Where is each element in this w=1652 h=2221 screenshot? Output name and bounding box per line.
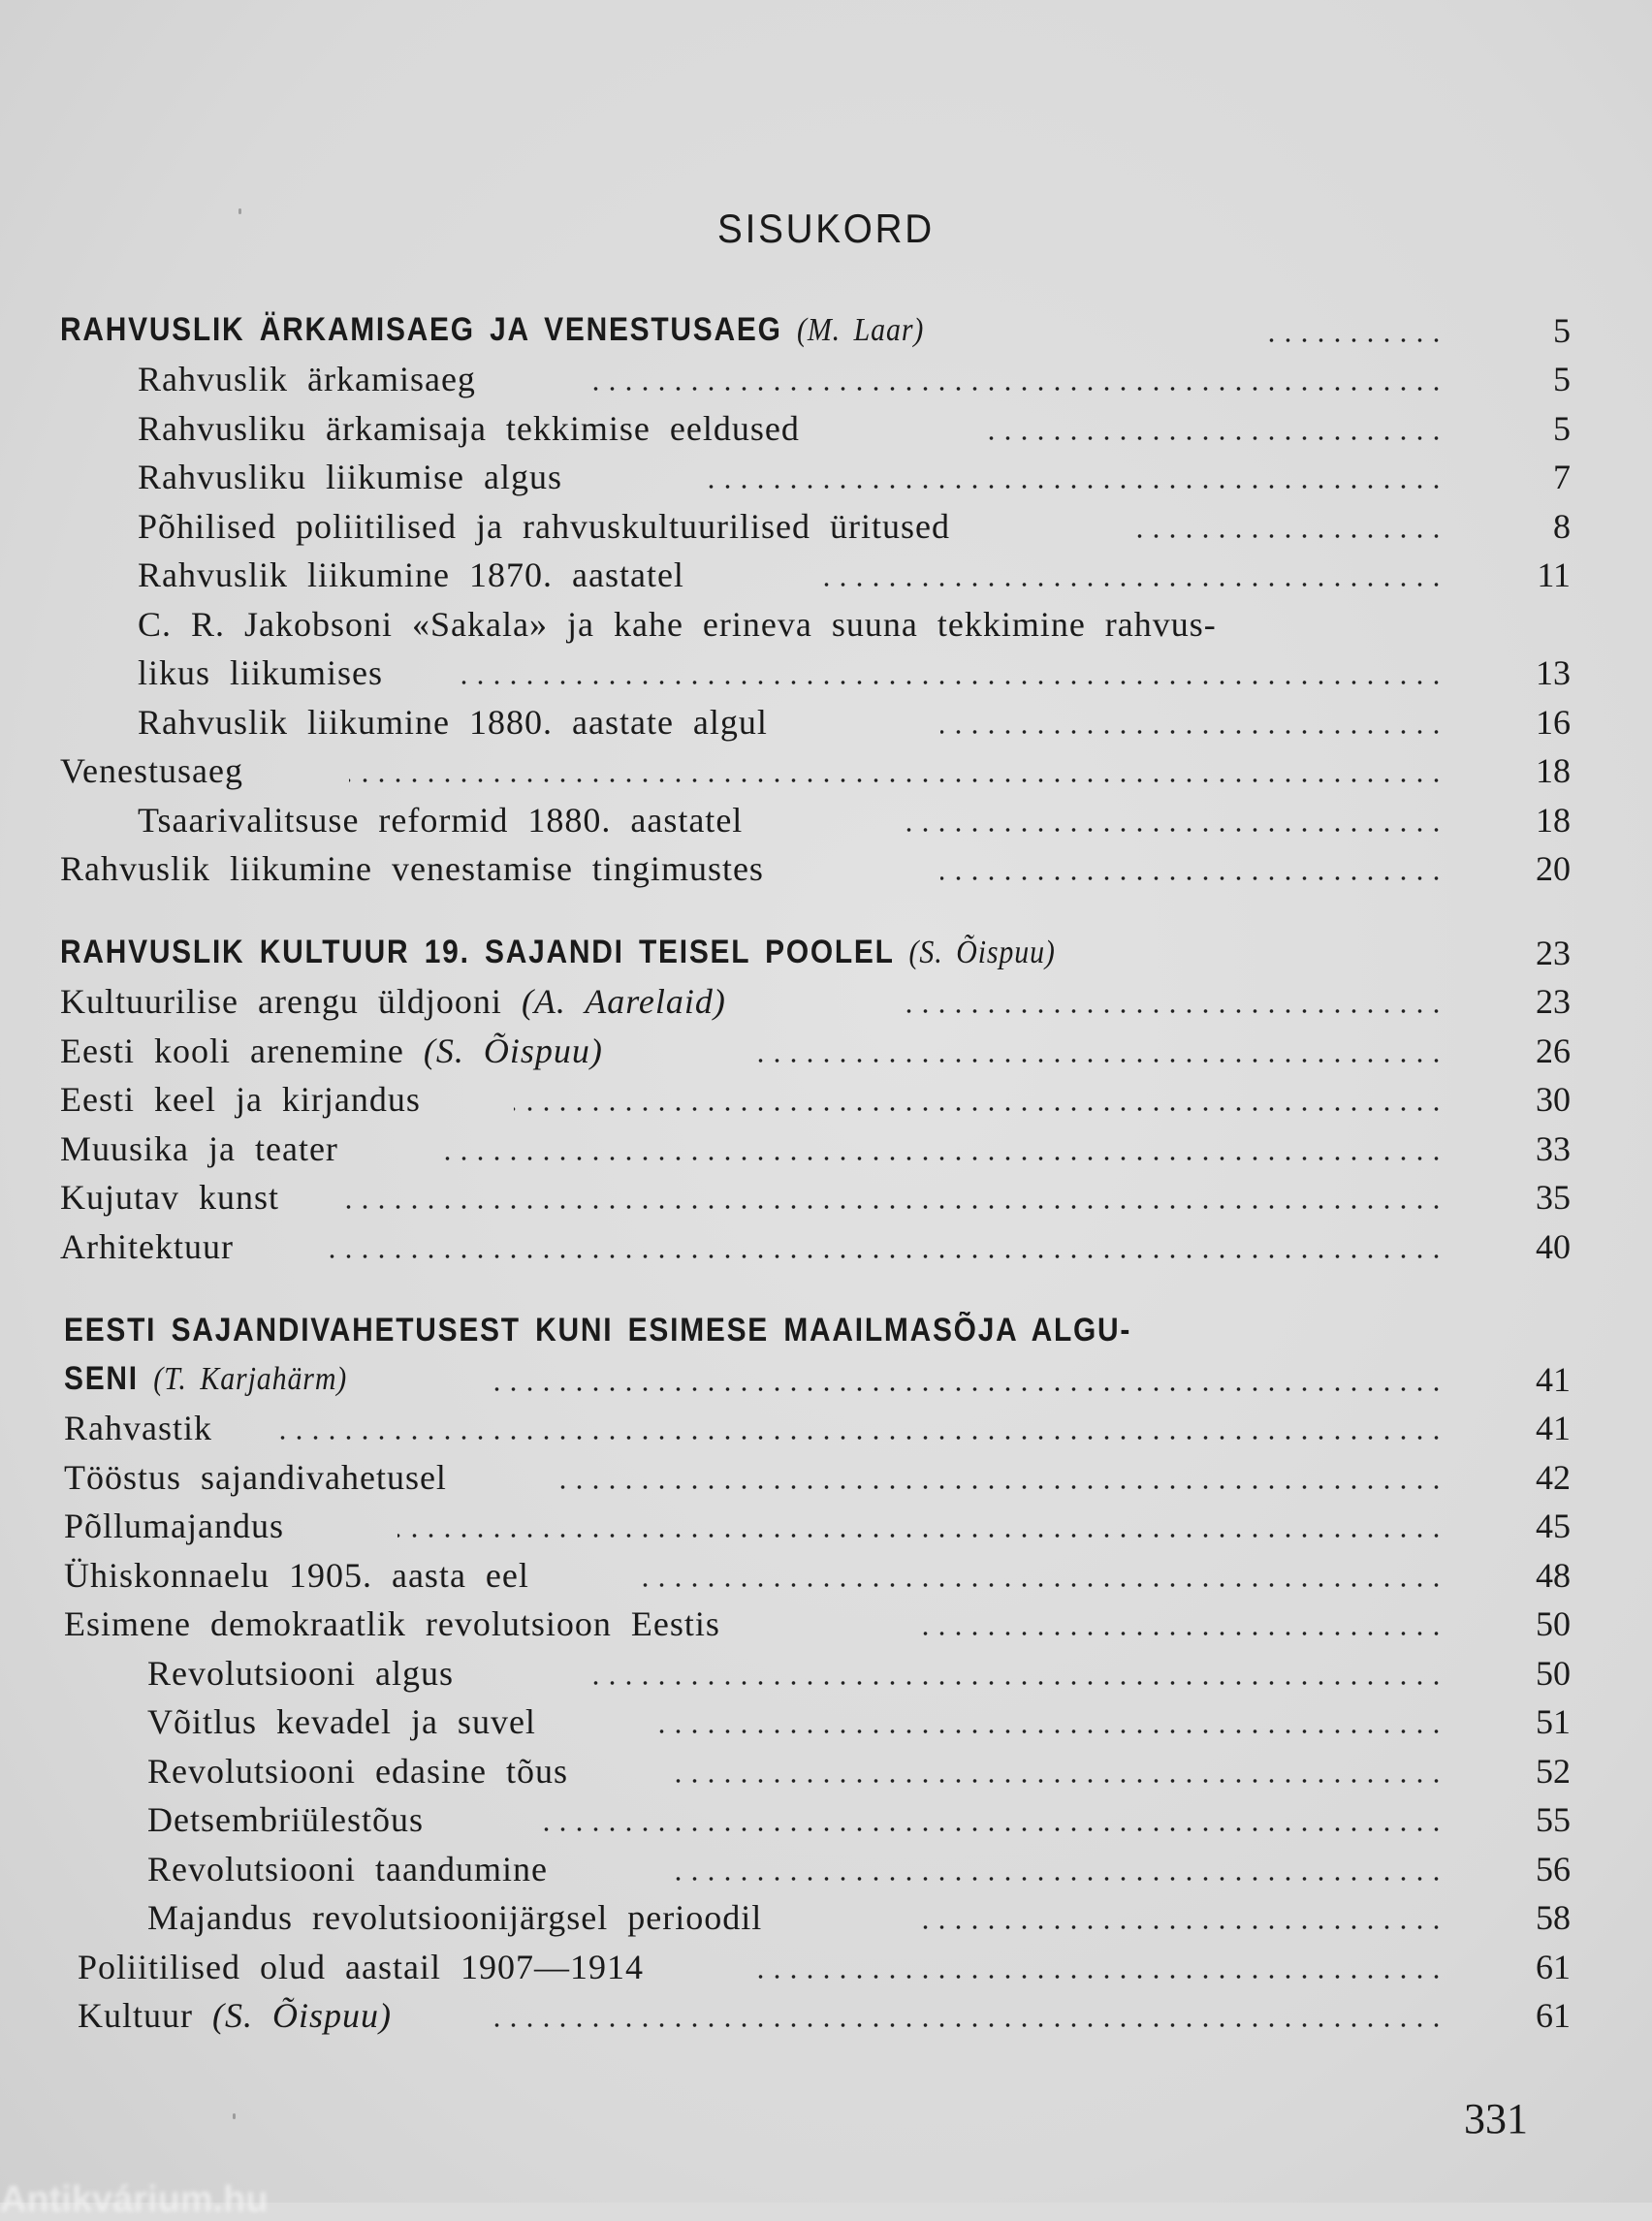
toc-entry [0,594,1652,644]
entry-title: Muusika ja teater [60,1128,338,1168]
page-number: 18 [1536,800,1571,840]
page-number: 55 [1536,1800,1571,1839]
section-author: (S. Õispuu) [908,934,1056,970]
entry-title: Arhitektuur [60,1226,234,1266]
table-of-contents [0,301,1652,2070]
dot-leader [911,1923,1445,1931]
toc-entry [0,1693,1652,1742]
page-number: 8 [1553,506,1571,546]
dot-leader [747,1057,1445,1064]
page-number: 13 [1536,653,1571,692]
page-number: 52 [1536,1751,1571,1791]
dot-leader [979,434,1445,442]
dot-leader [902,826,1445,834]
page-number: 42 [1536,1457,1571,1497]
page-number: 11 [1537,555,1571,594]
dot-leader [640,1581,1445,1589]
entry-title: Revolutsiooni taandumine [147,1849,548,1888]
section-heading-text: RAHVUSLIK ÄRKAMISAEG JA VENESTUSAEG (M. Laar) [60,310,925,348]
entry-title: Võitlus kevadel ja suvel [147,1702,536,1741]
toc-entry [0,496,1652,546]
entry-title: Rahvusliku liikumise algus [138,458,562,496]
dot-leader [543,1825,1445,1833]
entry-title: Detsembriülestõus [147,1800,424,1839]
entry-author: (S. Õispuu) [212,1996,392,2035]
dot-leader [698,483,1445,491]
page-title: SISUKORD [717,206,935,251]
toc-entry [0,644,1652,693]
page-number: 16 [1536,702,1571,742]
toc-entry [0,398,1652,448]
entry-title: Põhilised poliitilised ja rahvuskultuurilised üritused [138,506,950,546]
dot-leader [659,1728,1445,1735]
dot-leader [349,777,1445,784]
entry-title: Tsaarivalitsuse reformid 1880. aastatel [138,800,744,840]
entry-title: Rahvastik [64,1409,212,1447]
dot-leader [824,581,1445,588]
dot-leader [514,1105,1445,1113]
entry-title: Revolutsiooni edasine tõus [147,1751,568,1791]
page-footer-number: 331 [1464,2095,1528,2142]
dot-leader [320,1253,1445,1260]
entry-author: (A. Aarelaid) [521,982,726,1021]
toc-section [0,1301,1652,2036]
paper-speck [238,208,241,214]
section-heading-continued [0,1349,1652,1399]
toc-entry [0,1986,1652,2036]
page-number: 23 [1536,982,1571,1021]
page-number: 40 [1536,1226,1571,1266]
toc-entry [0,1497,1652,1546]
entry-title: Ühiskonnaelu 1905. aasta eel [64,1555,529,1595]
page-number: 5 [1553,360,1571,398]
toc-entry [0,1643,1652,1693]
entry-author: (S. Õispuu) [423,1031,603,1070]
entry-title: Kultuurilise arengu üldjooni (A. Aarelaid) [60,982,726,1021]
toc-section [0,923,1652,1266]
dot-leader [456,679,1445,686]
entry-title: Rahvuslik liikumine 1870. aastatel [138,555,684,594]
entry-title: Tööstus sajandivahetusel [64,1457,447,1497]
watermark: Antikvárium.hu [0,2179,269,2220]
dot-leader [485,2021,1445,2029]
page-number: 50 [1536,1653,1571,1693]
entry-title: Kujutav kunst [60,1178,279,1217]
toc-entry [0,448,1652,497]
dot-leader [397,1532,1445,1539]
dot-leader [553,1483,1445,1491]
toc-entry [0,790,1652,840]
entry-title: Esimene demokraatlik revolutsioon Eestis [64,1604,720,1643]
toc-entry [0,1741,1652,1791]
toc-entry [0,1119,1652,1168]
entry-title: Majandus revolutsioonijärgsel perioodil [147,1898,763,1937]
toc-entry [0,1070,1652,1120]
dot-leader [902,1007,1445,1015]
section-heading [0,1301,1652,1350]
dot-leader [436,1155,1445,1162]
toc-entry [0,1447,1652,1497]
toc-entry [0,742,1652,791]
toc-entry [0,1217,1652,1266]
dot-leader [940,874,1445,882]
toc-entry [0,1937,1652,1986]
toc-entry [0,692,1652,742]
dot-leader [591,1679,1445,1687]
entry-title: Venestusaeg [60,751,243,790]
page-number: 30 [1536,1080,1571,1119]
page-number: 41 [1536,1359,1571,1399]
page-number: 48 [1536,1555,1571,1595]
entry-title: Kultuur (S. Õispuu) [78,1996,392,2035]
entry-title: C. R. Jakobsoni «Sakala» ja kahe erineva suuna tekkimine rahvus- [138,604,1217,644]
page-number: 20 [1536,849,1571,888]
toc-entry [0,1888,1652,1938]
entry-title: Eesti keel ja kirjandus [60,1080,421,1119]
toc-entry [0,1399,1652,1448]
page-number: 45 [1536,1507,1571,1545]
entry-title: Rahvuslik liikumine 1880. aastate algul [138,702,768,742]
page-number: 18 [1536,751,1571,790]
toc-entry [0,1791,1652,1840]
page-number: 61 [1536,1996,1571,2035]
section-author: (M. Laar) [796,311,925,348]
page-number: 35 [1536,1178,1571,1217]
toc-entry [0,1545,1652,1595]
paper-speck [233,2113,236,2119]
toc-entry [0,1595,1652,1644]
toc-entry [0,972,1652,1022]
page-number: 5 [1553,310,1571,350]
toc-entry [0,840,1652,889]
dot-leader [669,1777,1445,1785]
dot-leader [940,728,1445,736]
page-number: 51 [1536,1702,1571,1741]
dot-leader [1134,532,1445,540]
entry-title: Revolutsiooni algus [147,1653,454,1693]
entry-title: likus liikumises [138,653,384,692]
section-heading-text: RAHVUSLIK KULTUUR 19. SAJANDI TEISEL POOLEL (S. Õispuu) [60,933,1056,970]
section-heading [0,923,1652,972]
toc-entry [0,546,1652,595]
page-number: 56 [1536,1849,1571,1888]
page-number: 41 [1536,1409,1571,1447]
entry-title: Põllumajandus [64,1507,284,1545]
dot-leader [1260,336,1445,344]
toc-entry [0,1168,1652,1218]
entry-title: Rahvuslik liikumine venestamise tingimustes [60,849,764,888]
dot-leader [582,385,1445,393]
entry-title: Rahvusliku ärkamisaja tekkimise eeldused [138,408,800,448]
dot-leader [756,1973,1445,1981]
dot-leader [271,1434,1445,1442]
page-number: 5 [1553,408,1571,448]
toc-entry [0,350,1652,399]
toc-entry [0,1839,1652,1888]
toc-section [0,301,1652,888]
page-number: 7 [1553,458,1571,496]
dot-leader [669,1875,1445,1883]
entry-title: Poliitilised olud aastail 1907—1914 [78,1947,644,1986]
section-heading-text: SENI (T. Karjahärm) [64,1359,348,1397]
page-number: 23 [1536,933,1571,972]
entry-title: Eesti kooli arenemine (S. Õispuu) [60,1031,603,1070]
entry-title: Rahvuslik ärkamisaeg [138,360,476,398]
section-heading [0,301,1652,350]
page-number: 50 [1536,1604,1571,1643]
dot-leader [911,1630,1445,1637]
dot-leader [494,1385,1445,1393]
section-heading-text: EESTI SAJANDIVAHETUSEST KUNI ESIMESE MAAILMASÕJA ALGU- [64,1312,1132,1348]
dot-leader [339,1203,1445,1211]
page-number: 26 [1536,1031,1571,1070]
page-number: 61 [1536,1947,1571,1986]
toc-entry [0,1021,1652,1070]
section-author: (T. Karjahärm) [153,1360,348,1397]
page-number: 33 [1536,1128,1571,1168]
page-number: 58 [1536,1898,1571,1937]
